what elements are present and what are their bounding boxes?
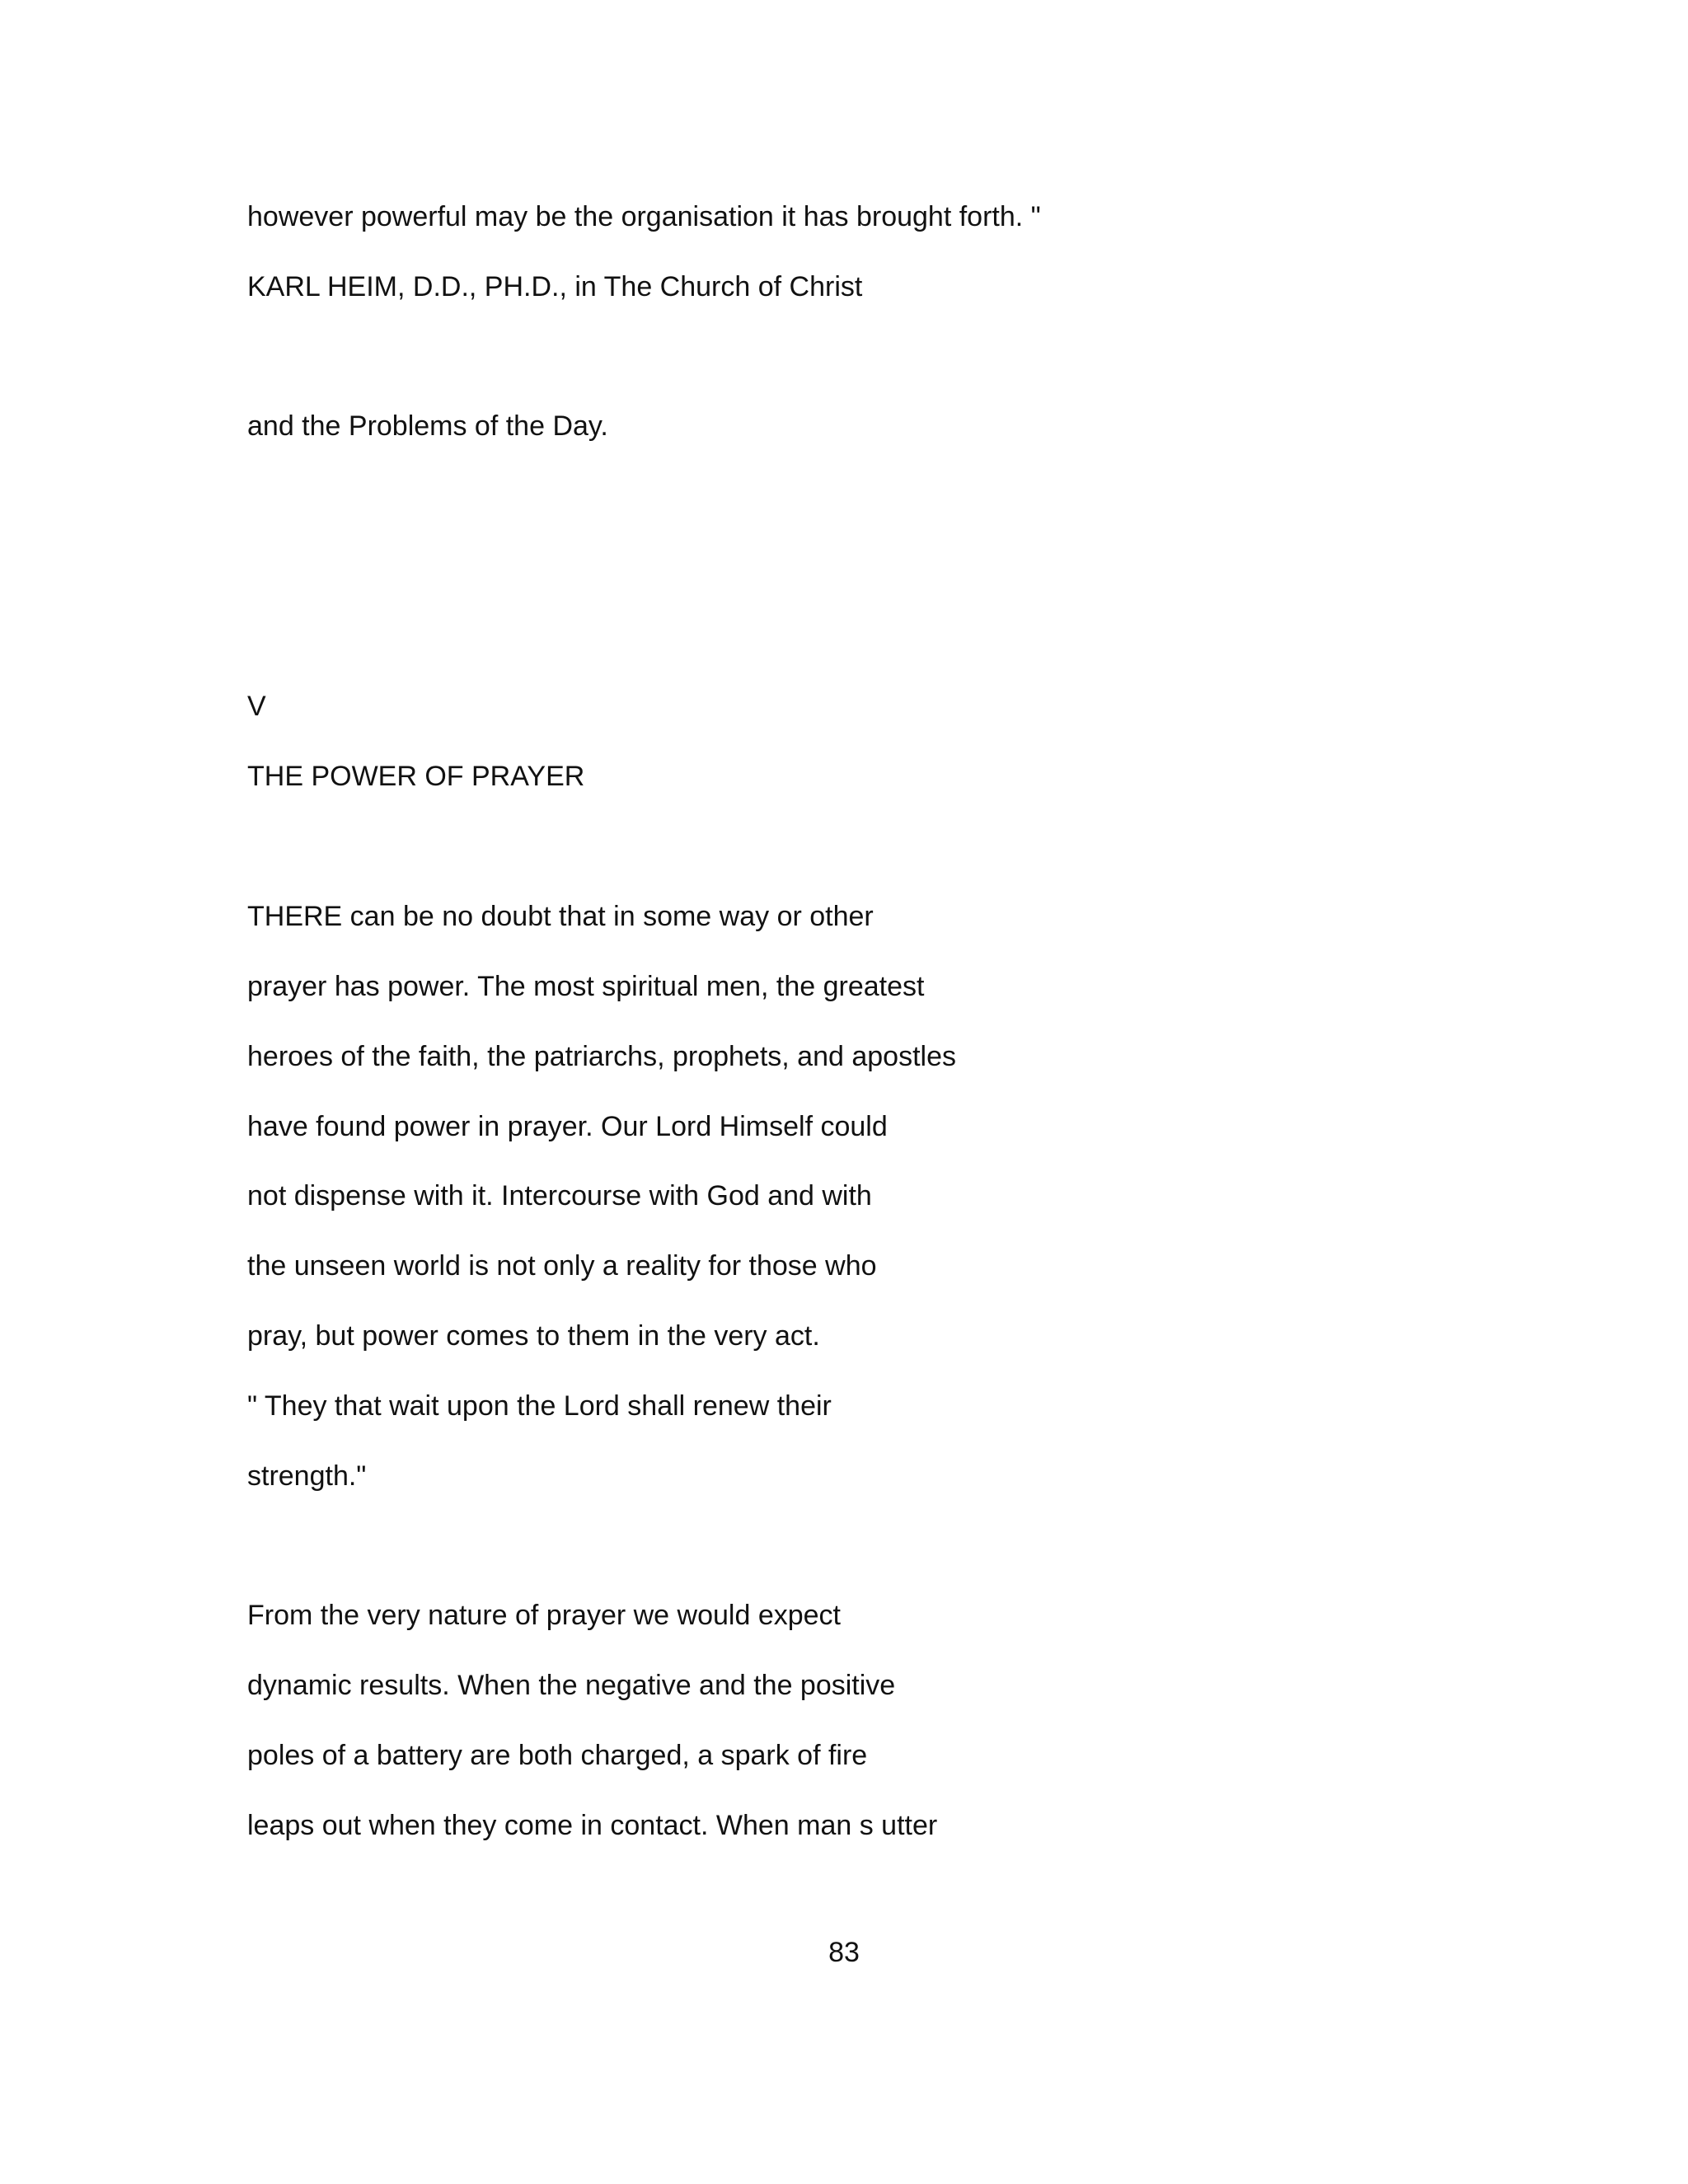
paragraph-1-line-8: " They that wait upon the Lord shall renew their <box>247 1390 832 1422</box>
paragraph-1-line-2: prayer has power. The most spiritual men, the greatest <box>247 971 925 1002</box>
paragraph-2-line-2: dynamic results. When the negative and the positive <box>247 1670 896 1701</box>
quote-closing-line: however powerful may be the organisation it has brought forth. " <box>247 201 1041 232</box>
paragraph-1-line-9: strength." <box>247 1460 367 1492</box>
paragraph-2-line-4: leaps out when they come in contact. When man s utter <box>247 1810 938 1841</box>
chapter-title: THE POWER OF PRAYER <box>247 761 585 792</box>
paragraph-1-line-6: the unseen world is not only a reality for those who <box>247 1250 877 1282</box>
chapter-number: V <box>247 691 266 722</box>
paragraph-2-line-3: poles of a battery are both charged, a spark of fire <box>247 1740 868 1771</box>
page-number: 83 <box>828 1937 860 1968</box>
paragraph-2-line-1: From the very nature of prayer we would expect <box>247 1600 841 1631</box>
paragraph-1-line-4: have found power in prayer. Our Lord Himself could <box>247 1111 888 1142</box>
paragraph-1-line-3: heroes of the faith, the patriarchs, prophets, and apostles <box>247 1041 956 1072</box>
quote-attribution-line-2: and the Problems of the Day. <box>247 410 608 442</box>
paragraph-1-line-1: THERE can be no doubt that in some way or other <box>247 901 874 932</box>
quote-attribution-line-1: KARL HEIM, D.D., PH.D., in The Church of Christ <box>247 271 863 302</box>
paragraph-1-line-7: pray, but power comes to them in the very act. <box>247 1320 820 1352</box>
paragraph-1-line-5: not dispense with it. Intercourse with God and with <box>247 1180 872 1212</box>
